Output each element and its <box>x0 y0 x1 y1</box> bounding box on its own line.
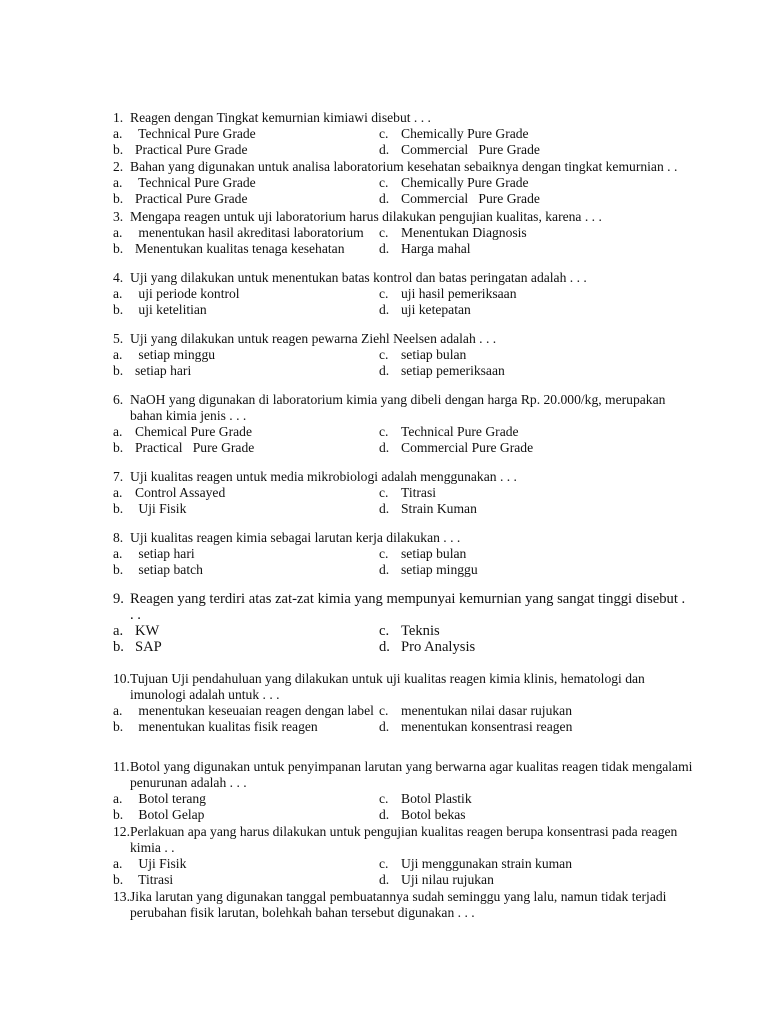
option-letter: c. <box>379 225 389 240</box>
question-number: 1. <box>113 110 124 125</box>
option-letter: d. <box>379 719 390 734</box>
option-letter: b. <box>113 807 124 822</box>
option-text: Commercial Pure Grade <box>401 142 540 157</box>
option-letter: c. <box>379 175 389 190</box>
question-text-line: Tujuan Uji pendahuluan yang dilakukan untuk uji kualitas reagen kimia klinis, hematologi dan <box>130 671 645 686</box>
option-text: Menentukan Diagnosis <box>401 225 527 240</box>
option-letter: b. <box>113 501 124 516</box>
option-text: Commercial Pure Grade <box>401 440 534 455</box>
option-letter: c. <box>379 485 389 500</box>
option-text: setiap minggu <box>135 347 216 362</box>
option-letter: c. <box>379 126 389 141</box>
question-stem <box>113 469 713 485</box>
option-row <box>113 191 713 207</box>
option-row <box>113 175 713 191</box>
option-letter: c. <box>379 856 389 871</box>
option-text: Practical Pure Grade <box>135 191 248 206</box>
option-row <box>113 872 713 888</box>
option-text: Chemical Pure Grade <box>135 424 253 439</box>
option-row <box>113 347 713 363</box>
question-number: 8. <box>113 530 124 545</box>
option-letter: d. <box>379 363 390 378</box>
option-letter: c. <box>379 286 389 301</box>
option-text: setiap bulan <box>401 546 467 561</box>
question-text-line: Mengapa reagen untuk uji laboratorium harus dilakukan pengujian kualitas, karena . . . <box>130 209 602 224</box>
option-text: Practical Pure Grade <box>135 142 248 157</box>
option-letter: b. <box>113 302 124 317</box>
option-row <box>113 286 713 302</box>
option-letter: b. <box>113 562 124 577</box>
option-text: menentukan keseuaian reagen dengan label <box>135 703 374 718</box>
option-text: setiap pemeriksaan <box>401 363 505 378</box>
option-text: uji ketelitian <box>135 302 207 317</box>
option-text: Commercial Pure Grade <box>401 191 540 206</box>
option-row <box>113 639 713 655</box>
option-text: menentukan hasil akreditasi laboratorium <box>135 225 364 240</box>
option-row <box>113 241 713 257</box>
option-text: Practical Pure Grade <box>135 440 255 455</box>
question-number: 12. <box>113 824 130 839</box>
option-row <box>113 302 713 318</box>
question-number: 10. <box>113 671 130 686</box>
option-letter: a. <box>113 623 124 639</box>
question-block <box>113 270 713 318</box>
option-text: Uji Fisik <box>135 501 187 516</box>
question-stem <box>113 591 713 623</box>
option-row <box>113 142 713 158</box>
option-text: uji periode kontrol <box>135 286 240 301</box>
question-block <box>113 671 713 735</box>
option-letter: d. <box>379 440 390 455</box>
question-stem <box>113 530 713 546</box>
option-letter: c. <box>379 623 390 639</box>
option-row <box>113 807 713 823</box>
option-letter: b. <box>113 872 124 887</box>
option-text: Titrasi <box>401 485 437 500</box>
option-letter: b. <box>113 191 124 206</box>
option-row <box>113 126 713 142</box>
option-letter: a. <box>113 424 123 439</box>
question-stem <box>113 759 713 791</box>
option-text: Chemically Pure Grade <box>401 126 529 141</box>
option-letter: a. <box>113 286 123 301</box>
question-stem <box>113 671 713 703</box>
option-letter: a. <box>113 546 123 561</box>
option-letter: d. <box>379 241 390 256</box>
option-letter: b. <box>113 142 124 157</box>
option-text: setiap minggu <box>401 562 478 577</box>
option-text: setiap hari <box>135 546 195 561</box>
option-letter: d. <box>379 807 390 822</box>
option-text: Uji menggunakan strain kuman <box>401 856 573 871</box>
question-text-line: Reagen yang terdiri atas zat-zat kimia yang mempunyai kemurnian yang sangat tinggi disebut . <box>130 591 686 607</box>
question-block <box>113 110 713 158</box>
option-row <box>113 363 713 379</box>
question-text-line: Uji kualitas reagen kimia sebagai larutan kerja dilakukan . . . <box>130 530 461 545</box>
option-text: Botol bekas <box>401 807 466 822</box>
option-text: setiap hari <box>135 363 192 378</box>
option-text: Pro Analysis <box>401 639 476 655</box>
option-text: Harga mahal <box>401 241 471 256</box>
option-row <box>113 225 713 241</box>
option-letter: c. <box>379 703 389 718</box>
question-text-line: Uji kualitas reagen untuk media mikrobiologi adalah menggunakan . . . <box>130 469 517 484</box>
option-letter: a. <box>113 126 123 141</box>
option-letter: a. <box>113 485 123 500</box>
option-letter: a. <box>113 175 123 190</box>
question-stem <box>113 209 713 225</box>
question-block <box>113 889 713 921</box>
question-number: 11. <box>113 759 130 774</box>
option-text: Chemically Pure Grade <box>401 175 529 190</box>
question-text-line: kimia . . <box>130 840 175 855</box>
question-text-line: perubahan fisik larutan, bolehkah bahan tersebut digunakan . . . <box>130 905 475 920</box>
question-stem <box>113 392 713 424</box>
option-letter: c. <box>379 424 389 439</box>
question-stem <box>113 331 713 347</box>
option-letter: d. <box>379 562 390 577</box>
question-text-line: Perlakuan apa yang harus dilakukan untuk pengujian kualitas reagen berupa konsentrasi pada reagen <box>130 824 678 839</box>
option-text: Menentukan kualitas tenaga kesehatan <box>135 241 345 256</box>
option-text: uji ketepatan <box>401 302 471 317</box>
question-text-line: bahan kimia jenis . . . <box>130 408 247 423</box>
option-text: Strain Kuman <box>401 501 477 516</box>
question-number: 9. <box>113 591 124 607</box>
question-text-line: NaOH yang digunakan di laboratorium kimia yang dibeli dengan harga Rp. 20.000/kg, merupakan <box>130 392 666 407</box>
option-text: Technical Pure Grade <box>135 175 256 190</box>
question-block <box>113 824 713 888</box>
question-number: 3. <box>113 209 124 224</box>
option-text: Titrasi <box>135 872 174 887</box>
option-row <box>113 440 713 456</box>
option-letter: d. <box>379 639 390 655</box>
option-letter: b. <box>113 363 124 378</box>
question-block <box>113 159 713 207</box>
question-block <box>113 759 713 823</box>
option-letter: a. <box>113 347 123 362</box>
question-block <box>113 469 713 517</box>
option-text: Technical Pure Grade <box>401 424 519 439</box>
question-block <box>113 591 713 655</box>
option-letter: c. <box>379 546 389 561</box>
question-stem <box>113 889 713 921</box>
question-number: 5. <box>113 331 124 346</box>
option-text: Teknis <box>401 623 440 639</box>
question-number: 2. <box>113 159 124 174</box>
option-letter: d. <box>379 302 390 317</box>
option-letter: b. <box>113 440 124 455</box>
question-block <box>113 530 713 578</box>
question-number: 7. <box>113 469 124 484</box>
question-number: 13. <box>113 889 130 904</box>
question-text-line: Uji yang dilakukan untuk menentukan batas kontrol dan batas peringatan adalah . . . <box>130 270 587 285</box>
question-text-line: Reagen dengan Tingkat kemurnian kimiawi disebut . . . <box>130 110 431 125</box>
option-letter: a. <box>113 225 123 240</box>
option-text: Botol Plastik <box>401 791 472 806</box>
option-letter: b. <box>113 719 124 734</box>
option-letter: a. <box>113 703 123 718</box>
option-text: Botol terang <box>135 791 206 806</box>
option-row <box>113 703 713 719</box>
question-text-line: penurunan adalah . . . <box>130 775 247 790</box>
option-text: Uji Fisik <box>135 856 187 871</box>
option-text: menentukan konsentrasi reagen <box>401 719 573 734</box>
question-block <box>113 209 713 257</box>
option-row <box>113 562 713 578</box>
option-letter: d. <box>379 142 390 157</box>
option-letter: c. <box>379 791 389 806</box>
option-text: Control Assayed <box>135 485 226 500</box>
option-letter: d. <box>379 872 390 887</box>
question-number: 4. <box>113 270 124 285</box>
option-letter: a. <box>113 791 123 806</box>
option-letter: b. <box>113 241 124 256</box>
question-stem <box>113 110 713 126</box>
option-text: setiap batch <box>135 562 203 577</box>
option-letter: b. <box>113 639 124 655</box>
option-text: KW <box>135 623 160 639</box>
option-row <box>113 485 713 501</box>
question-number: 6. <box>113 392 124 407</box>
option-text: menentukan nilai dasar rujukan <box>401 703 572 718</box>
option-row <box>113 719 713 735</box>
option-letter: d. <box>379 191 390 206</box>
option-row <box>113 546 713 562</box>
question-text-line: Jika larutan yang digunakan tanggal pembuatannya sudah seminggu yang lalu, namun tidak terjadi <box>130 889 667 904</box>
question-stem <box>113 824 713 856</box>
option-row <box>113 501 713 517</box>
question-text-line: Bahan yang digunakan untuk analisa laboratorium kesehatan sebaiknya dengan tingkat kemurnian . . <box>130 159 678 174</box>
question-stem <box>113 270 713 286</box>
option-text: setiap bulan <box>401 347 467 362</box>
question-stem <box>113 159 713 175</box>
question-text-line: imunologi adalah untuk . . . <box>130 687 280 702</box>
option-row <box>113 856 713 872</box>
question-block <box>113 331 713 379</box>
question-text-line: Uji yang dilakukan untuk reagen pewarna Ziehl Neelsen adalah . . . <box>130 331 497 346</box>
question-block <box>113 392 713 456</box>
question-text-line: Botol yang digunakan untuk penyimpanan larutan yang berwarna agar kualitas reagen tidak mengalami <box>130 759 693 774</box>
option-text: uji hasil pemeriksaan <box>401 286 517 301</box>
question-text-line: . . <box>130 607 141 623</box>
option-row <box>113 424 713 440</box>
option-text: SAP <box>135 639 162 655</box>
option-letter: d. <box>379 501 390 516</box>
option-text: menentukan kualitas fisik reagen <box>135 719 318 734</box>
option-text: Botol Gelap <box>135 807 205 822</box>
option-letter: a. <box>113 856 123 871</box>
option-letter: c. <box>379 347 389 362</box>
option-text: Uji nilau rujukan <box>401 872 494 887</box>
option-row <box>113 623 713 639</box>
option-text: Technical Pure Grade <box>135 126 256 141</box>
option-row <box>113 791 713 807</box>
